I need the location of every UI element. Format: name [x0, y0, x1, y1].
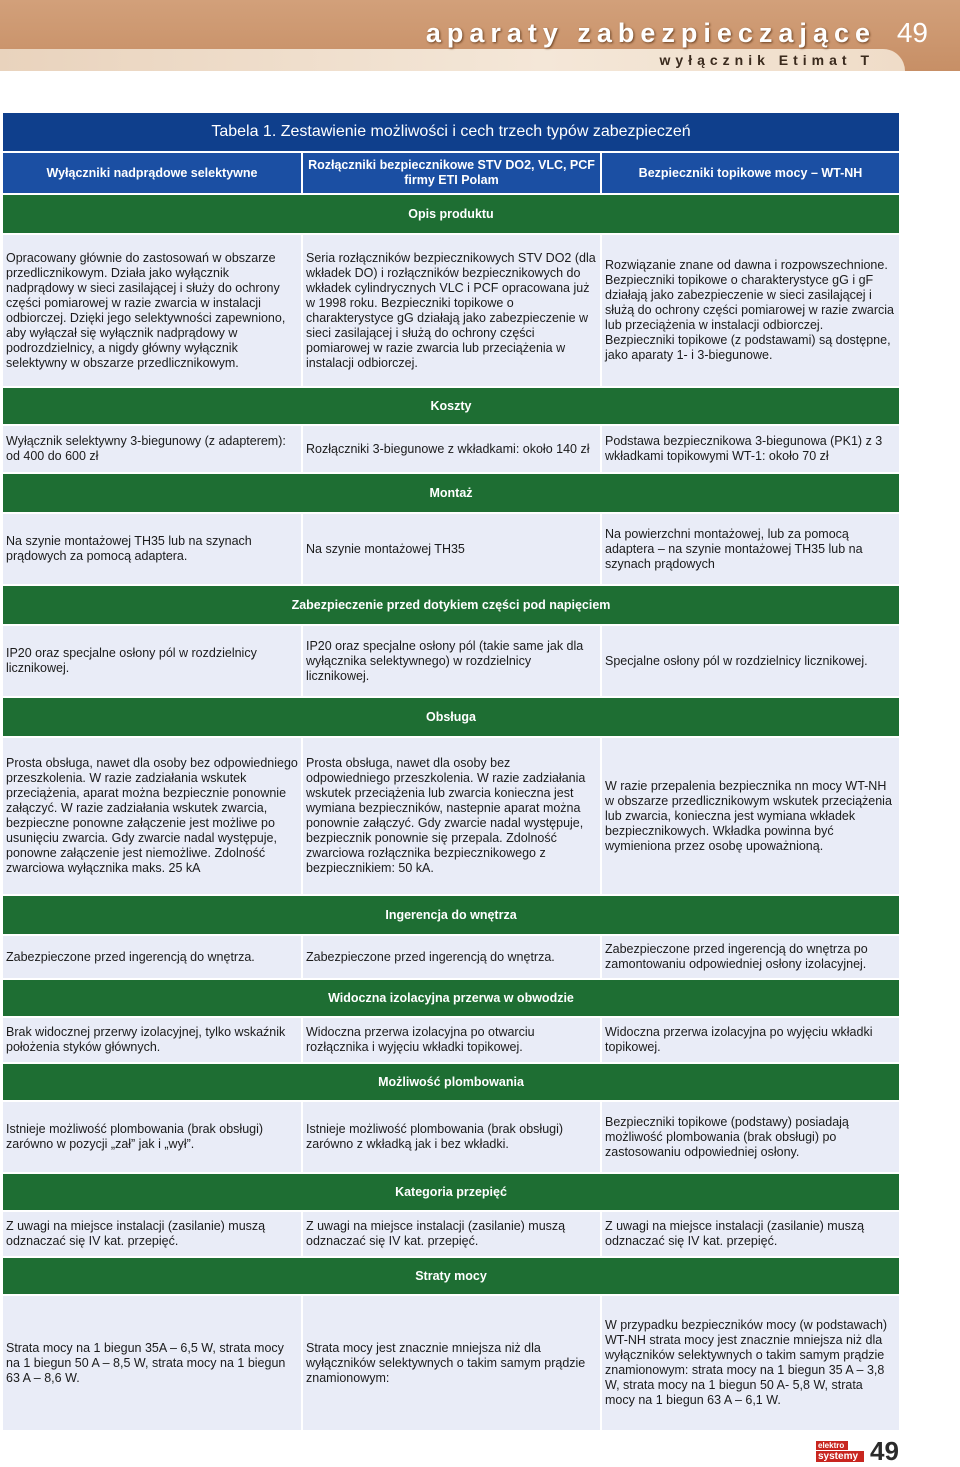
section-title: Kategoria przepięć	[3, 1172, 899, 1210]
table-cell: Prosta obsługa, nawet dla osoby bez odpowiedniego przeszkolenia. W razie zadziałania wskutek przeciążenia, aparat można bezpiecznie ponownie załączyć. W razie zadziałania wskutek zwarcia, bezpieczne ponowne załączenie jest możliwe po usunięciu zwarcia. Gdy zwarcie nadal występuje, ponowne załączenie jest niemożliwe. Zdolność zwarciowa wyłącznika maks. 25 kA	[3, 736, 301, 894]
table-cell: W przypadku bezpieczników mocy (w podstawach) WT-NH strata mocy jest znacznie mniejsza niż dla wyłączników selektywnych o takim samym prądzie znamionowym: strata mocy na 1 biegun 35 A – 3,8 W, strata mocy na 1 biegun 50 A- 5,8 W, strata mocy na 1 biegun 63 A – 6,1 W.	[600, 1294, 899, 1430]
table-cell: Istnieje możliwość plombowania (brak obsługi) zarówno w pozycji „zał” jak i „wył”.	[3, 1100, 301, 1172]
table-cell: Specjalne osłony pól w rozdzielnicy licznikowej.	[600, 624, 899, 696]
column-header-power-fuses: Bezpieczniki topikowe mocy – WT-NH	[600, 151, 899, 193]
table-row	[3, 624, 899, 696]
column-header-fuse-switches: Rozłączniki bezpiecznikowe STV DO2, VLC, PCF firmy ETI Polam	[301, 151, 600, 193]
table-cell: IP20 oraz specjalne osłony pól w rozdzielnicy licznikowej.	[3, 624, 301, 696]
logo-text-top: elektro	[816, 1441, 848, 1450]
footer-page-number: 49	[870, 1436, 899, 1466]
table-cell: W razie przepalenia bezpiecznika nn mocy WT-NH w obszarze przedlicznikowym wskutek przeciążenia lub zwarcia, konieczna jest wymiana wkładek bezpiecznikowych. Wkładka powinna być wymieniona przez osobę upoważnioną.	[600, 736, 899, 894]
comparison-table	[3, 113, 899, 1430]
column-header-selective-breakers: Wyłączniki nadprądowe selektywne	[3, 151, 301, 193]
table-row	[3, 736, 899, 894]
table-row	[3, 512, 899, 584]
section-title: Możliwość plombowania	[3, 1062, 899, 1100]
table-cell: Widoczna przerwa izolacyjna po wyjęciu wkładki topikowej.	[600, 1016, 899, 1062]
table-cell: Na szynie montażowej TH35	[301, 512, 600, 584]
table-cell: Bezpieczniki topikowe (podstawy) posiadają możliwość plombowania (brak obsługi) po zastosowaniu odpowiedniej osłony.	[600, 1100, 899, 1172]
section-title: Straty mocy	[3, 1256, 899, 1294]
table-cell: IP20 oraz specjalne osłony pól (takie same jak dla wyłącznika selektywnego) w rozdzielnicy licznikowej.	[301, 624, 600, 696]
table-header-row	[3, 151, 899, 193]
table-cell: Strata mocy na 1 biegun 35A – 6,5 W, strata mocy na 1 biegun 50 A – 8,5 W, strata mocy na 1 biegun 63 A – 8,6 W.	[3, 1294, 301, 1430]
table-row	[3, 1210, 899, 1256]
table-cell: Zabezpieczone przed ingerencją do wnętrza.	[301, 934, 600, 978]
table-row	[3, 1294, 899, 1430]
section-title: Obsługa	[3, 696, 899, 736]
table-cell: Opracowany głównie do zastosowań w obszarze przedlicznikowym. Działa jako wyłącznik nadprądowy w sieci zasilającej i służy do ochrony części pomiarowej w razie zwarcia w instalacji odbiorczej. Dzięki jego selektywności zapewniono, aby wyłączał się wyłącznik nadprądowy w podrozdzielnicy, a nigdy główny wyłącznik selektywny w obszarze przedlicznikowym.	[3, 233, 301, 386]
table-cell: Z uwagi na miejsce instalacji (zasilanie) muszą odznaczać się IV kat. przepięć.	[3, 1210, 301, 1256]
table-cell: Seria rozłączników bezpiecznikowych STV DO2 (dla wkładek DO) i rozłączników bezpiecznikowych do wkładek cylindrycznych VLC i PCF opracowana już w 1998 roku. Bezpieczniki topikowe o charakterystyce gG działają jako zabezpieczenie w sieci zasilającej i służą do ochrony części pomiarowej w razie zwarcia lub przeciążenia w instalacji odbiorczej.	[301, 233, 600, 386]
table-row	[3, 934, 899, 978]
table-cell: Istnieje możliwość plombowania (brak obsługi) zarówno z wkładką jak i bez wkładki.	[301, 1100, 600, 1172]
table-row	[3, 233, 899, 386]
section-title: Widoczna izolacyjna przerwa w obwodzie	[3, 978, 899, 1016]
table-row	[3, 1100, 899, 1172]
table-row	[3, 1016, 899, 1062]
table-cell: Z uwagi na miejsce instalacji (zasilanie) muszą odznaczać się IV kat. przepięć.	[301, 1210, 600, 1256]
header-title: aparaty zabezpieczające	[425, 18, 876, 48]
table-caption: Tabela 1. Zestawienie możliwości i cech trzech typów zabezpieczeń	[3, 113, 899, 151]
table-row	[3, 424, 899, 472]
page-header	[0, 0, 960, 71]
logo-text-bottom: systemy	[816, 1451, 864, 1462]
table-cell: Podstawa bezpiecznikowa 3-biegunowa (PK1) z 3 wkładkami topikowymi WT-1: około 70 zł	[600, 424, 899, 472]
section-title: Zabezpieczenie przed dotykiem części pod napięciem	[3, 584, 899, 624]
table-cell: Rozłączniki 3-biegunowe z wkładkami: około 140 zł	[301, 424, 600, 472]
section-title: Ingerencja do wnętrza	[3, 894, 899, 934]
table-cell: Zabezpieczone przed ingerencją do wnętrza.	[3, 934, 301, 978]
table-cell: Na powierzchni montażowej, lub za pomocą adaptera – na szynie montażowej TH35 lub na szynach prądowych	[600, 512, 899, 584]
table-cell: Strata mocy jest znacznie mniejsza niż dla wyłączników selektywnych o takim samym prądzie znamionowym:	[301, 1294, 600, 1430]
section-title: Koszty	[3, 386, 899, 424]
section-title: Opis produktu	[3, 193, 899, 233]
table-cell: Wyłącznik selektywny 3-biegunowy (z adapterem): od 400 do 600 zł	[3, 424, 301, 472]
table-cell: Brak widocznej przerwy izolacyjnej, tylko wskaźnik położenia styków głównych.	[3, 1016, 301, 1062]
table-cell: Rozwiązanie znane od dawna i rozpowszechnione. Bezpieczniki topikowe o charakterystyce gG i gF działają jako zabezpieczenie w sieci zasilającej i służą do ochrony części pomiarowej w razie zwarcia lub przeciążenia w instalacji odbiorczej. Bezpieczniki topikowe (z podstawami) są dostępne, jako aparaty 1- i 3-biegunowe.	[600, 233, 899, 386]
table-cell: Widoczna przerwa izolacyjna po otwarciu rozłącznika i wyjęciu wkładki topikowej.	[301, 1016, 600, 1062]
header-page-number: 49	[896, 17, 928, 48]
header-subtitle: wyłącznik Etimat T	[659, 52, 874, 68]
table-cell: Prosta obsługa, nawet dla osoby bez odpowiedniego przeszkolenia. W razie zadziałania wskutek przeciążenia lub zwarcia konieczna jest wymiana bezpieczników, nastepnie aparat można ponownie załączyć. Gdy zwarcie nadal występuje, bezpiecznik ponownie się przepala. Zdolność zwarciowa rozłącznika bezpiecznikowego z bezpiecznikiem: 50 kA.	[301, 736, 600, 894]
table-cell: Z uwagi na miejsce instalacji (zasilanie) muszą odznaczać się IV kat. przepięć.	[600, 1210, 899, 1256]
publisher-logo	[816, 1441, 864, 1461]
table-cell: Na szynie montażowej TH35 lub na szynach prądowych za pomocą adaptera.	[3, 512, 301, 584]
section-title: Montaż	[3, 472, 899, 512]
table-cell: Zabezpieczone przed ingerencją do wnętrza po zamontowaniu odpowiedniej osłony izolacyjnej.	[600, 934, 899, 978]
